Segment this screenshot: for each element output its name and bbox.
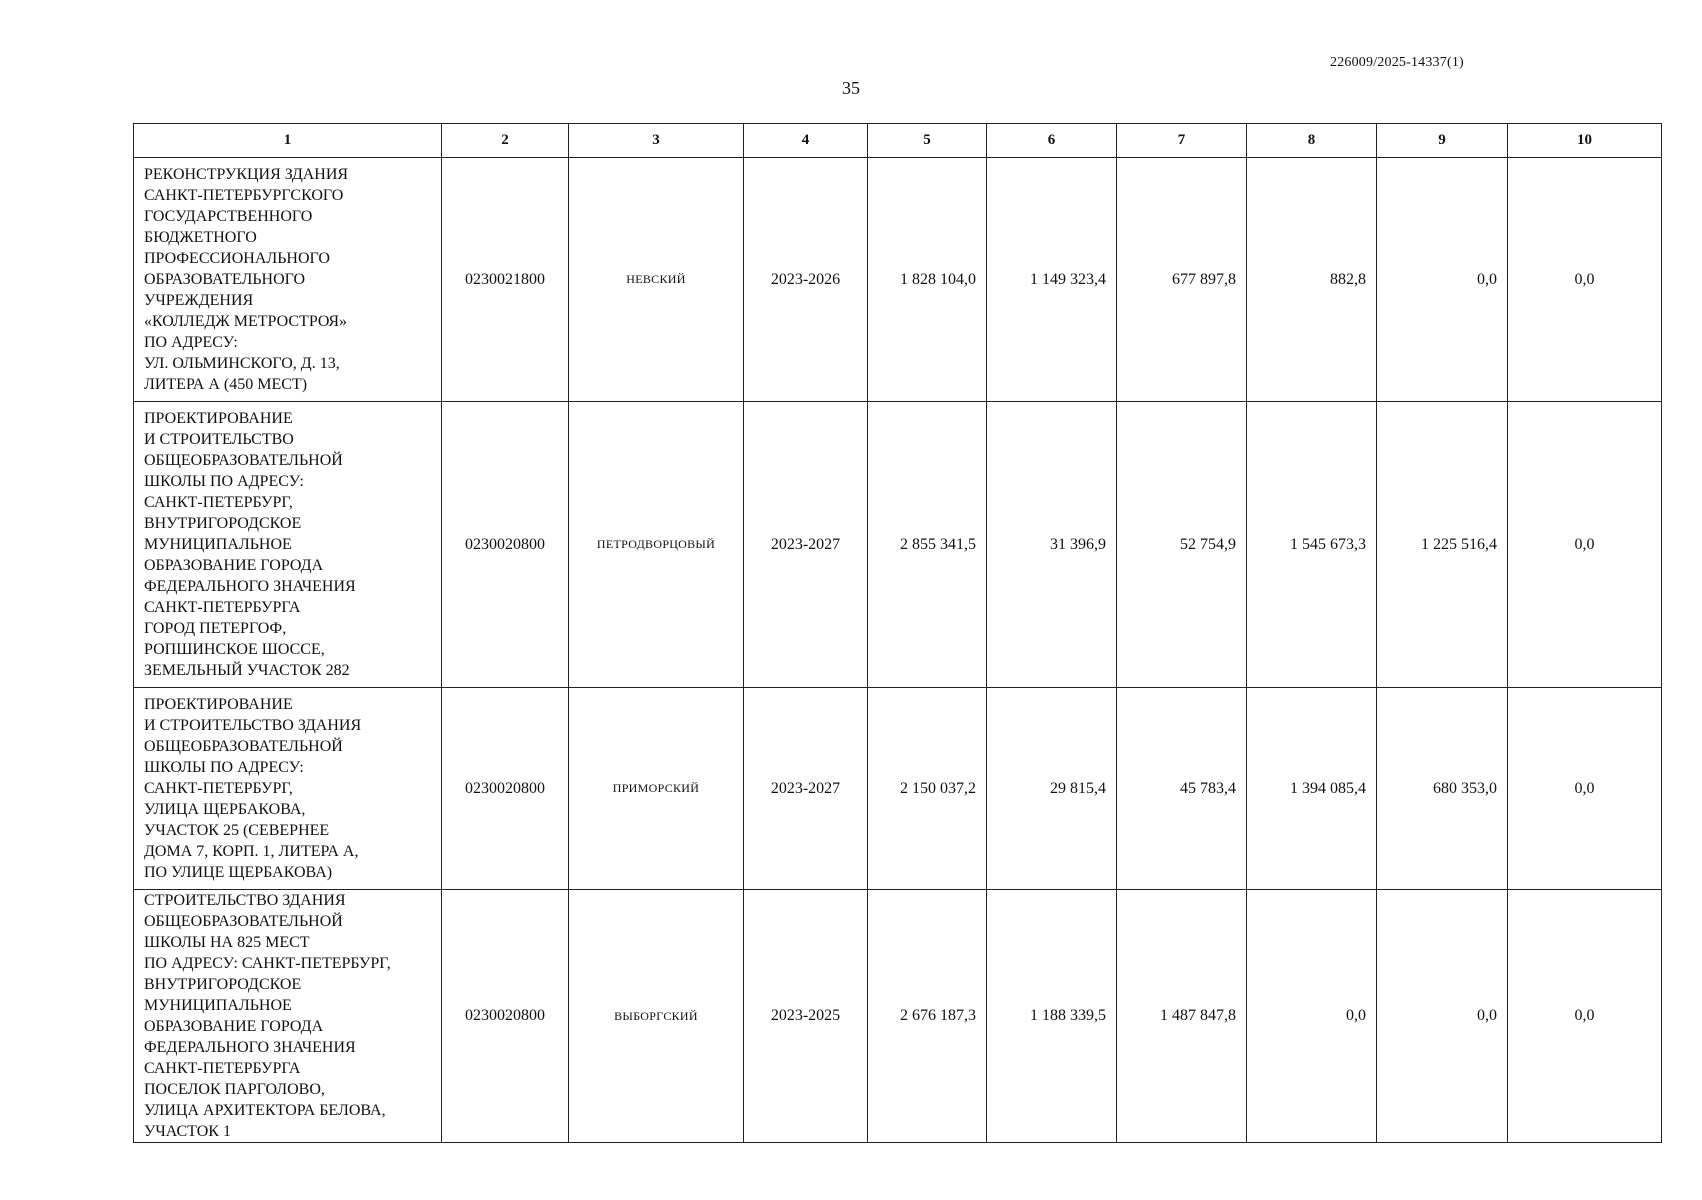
period: 2023-2027 bbox=[744, 688, 868, 890]
amount-col10: 0,0 bbox=[1508, 402, 1662, 688]
amount-col10: 0,0 bbox=[1508, 158, 1662, 402]
amount-col9: 0,0 bbox=[1377, 158, 1508, 402]
district: ВЫБОРГСКИЙ bbox=[569, 890, 744, 1143]
amount-col8: 0,0 bbox=[1247, 890, 1377, 1143]
column-header: 7 bbox=[1117, 124, 1247, 158]
object-name: ПРОЕКТИРОВАНИЕ И СТРОИТЕЛЬСТВО ОБЩЕОБРАЗОВАТЕЛЬНОЙ ШКОЛЫ ПО АДРЕСУ: САНКТ-ПЕТЕРБУРГ, ВНУТРИГОРОДСКОЕ МУНИЦИПАЛЬНОЕ ОБРАЗОВАНИЕ ГОРОДА ФЕДЕРАЛЬНОГО ЗНАЧЕНИЯ САНКТ-ПЕТЕРБУРГА ГОРОД ПЕТЕРГОФ, РОПШИНСКОЕ ШОССЕ, ЗЕМЕЛЬНЫЙ УЧАСТОК 282 bbox=[134, 402, 442, 688]
amount-col8: 1 394 085,4 bbox=[1247, 688, 1377, 890]
district: ПЕТРОДВОРЦОВЫЙ bbox=[569, 402, 744, 688]
table-header-row bbox=[134, 124, 1662, 158]
amount-col5: 2 150 037,2 bbox=[868, 688, 987, 890]
budget-code: 0230021800 bbox=[442, 158, 569, 402]
amount-col10: 0,0 bbox=[1508, 688, 1662, 890]
amount-col5: 2 855 341,5 bbox=[868, 402, 987, 688]
amount-col7: 45 783,4 bbox=[1117, 688, 1247, 890]
budget-code: 0230020800 bbox=[442, 688, 569, 890]
table-row bbox=[134, 158, 1662, 402]
object-name: ПРОЕКТИРОВАНИЕ И СТРОИТЕЛЬСТВО ЗДАНИЯ ОБЩЕОБРАЗОВАТЕЛЬНОЙ ШКОЛЫ ПО АДРЕСУ: САНКТ-ПЕТЕРБУРГ, УЛИЦА ЩЕРБАКОВА, УЧАСТОК 25 (СЕВЕРНЕЕ ДОМА 7, КОРП. 1, ЛИТЕРА А, ПО УЛИЦЕ ЩЕРБАКОВА) bbox=[134, 688, 442, 890]
amount-col7: 677 897,8 bbox=[1117, 158, 1247, 402]
investment-table bbox=[133, 123, 1662, 1143]
amount-col9: 0,0 bbox=[1377, 890, 1508, 1143]
object-name: РЕКОНСТРУКЦИЯ ЗДАНИЯ САНКТ-ПЕТЕРБУРГСКОГО ГОСУДАРСТВЕННОГО БЮДЖЕТНОГО ПРОФЕССИОНАЛЬНОГО ОБРАЗОВАТЕЛЬНОГО УЧРЕЖДЕНИЯ «КОЛЛЕДЖ МЕТРОСТРОЯ» ПО АДРЕСУ: УЛ. ОЛЬМИНСКОГО, Д. 13, ЛИТЕРА А (450 МЕСТ) bbox=[134, 158, 442, 402]
amount-col8: 1 545 673,3 bbox=[1247, 402, 1377, 688]
column-header: 9 bbox=[1377, 124, 1508, 158]
column-header: 4 bbox=[744, 124, 868, 158]
budget-code: 0230020800 bbox=[442, 402, 569, 688]
district: ПРИМОРСКИЙ bbox=[569, 688, 744, 890]
period: 2023-2026 bbox=[744, 158, 868, 402]
district: НЕВСКИЙ bbox=[569, 158, 744, 402]
amount-col6: 31 396,9 bbox=[987, 402, 1117, 688]
amount-col10: 0,0 bbox=[1508, 890, 1662, 1143]
page-number: 35 bbox=[842, 78, 860, 98]
amount-col7: 1 487 847,8 bbox=[1117, 890, 1247, 1143]
period: 2023-2025 bbox=[744, 890, 868, 1143]
amount-col5: 1 828 104,0 bbox=[868, 158, 987, 402]
column-header: 1 bbox=[134, 124, 442, 158]
column-header: 10 bbox=[1508, 124, 1662, 158]
amount-col6: 29 815,4 bbox=[987, 688, 1117, 890]
table-row bbox=[134, 890, 1662, 1143]
document-id: 226009/2025-14337(1) bbox=[1330, 55, 1464, 70]
table-row bbox=[134, 688, 1662, 890]
amount-col5: 2 676 187,3 bbox=[868, 890, 987, 1143]
amount-col7: 52 754,9 bbox=[1117, 402, 1247, 688]
period: 2023-2027 bbox=[744, 402, 868, 688]
amount-col8: 882,8 bbox=[1247, 158, 1377, 402]
amount-col6: 1 188 339,5 bbox=[987, 890, 1117, 1143]
table-row bbox=[134, 402, 1662, 688]
column-header: 6 bbox=[987, 124, 1117, 158]
column-header: 5 bbox=[868, 124, 987, 158]
amount-col9: 680 353,0 bbox=[1377, 688, 1508, 890]
column-header: 2 bbox=[442, 124, 569, 158]
amount-col6: 1 149 323,4 bbox=[987, 158, 1117, 402]
budget-code: 0230020800 bbox=[442, 890, 569, 1143]
column-header: 3 bbox=[569, 124, 744, 158]
column-header: 8 bbox=[1247, 124, 1377, 158]
amount-col9: 1 225 516,4 bbox=[1377, 402, 1508, 688]
object-name: СТРОИТЕЛЬСТВО ЗДАНИЯ ОБЩЕОБРАЗОВАТЕЛЬНОЙ ШКОЛЫ НА 825 МЕСТ ПО АДРЕСУ: САНКТ-ПЕТЕРБУРГ, ВНУТРИГОРОДСКОЕ МУНИЦИПАЛЬНОЕ ОБРАЗОВАНИЕ ГОРОДА ФЕДЕРАЛЬНОГО ЗНАЧЕНИЯ САНКТ-ПЕТЕРБУРГА ПОСЕЛОК ПАРГОЛОВО, УЛИЦА АРХИТЕКТОРА БЕЛОВА, УЧАСТОК 1 bbox=[134, 890, 442, 1143]
